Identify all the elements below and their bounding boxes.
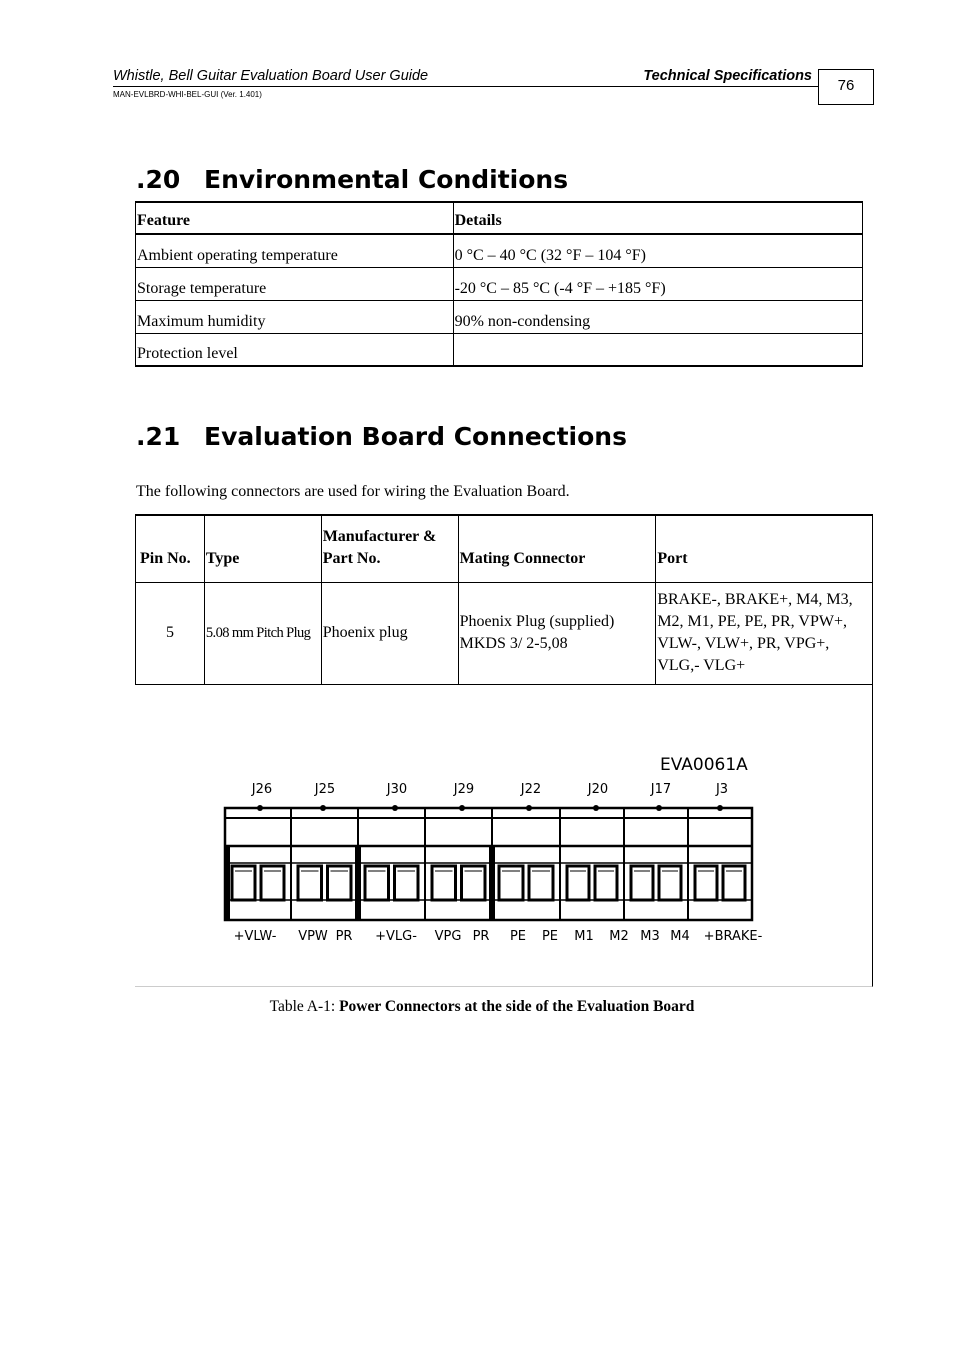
- page-number: 76: [818, 69, 874, 105]
- section-title: Technical Specifications: [643, 68, 812, 84]
- pin-label: PR: [335, 929, 353, 944]
- details-cell: -20 °C – 85 °C (-4 °F – +185 °F): [453, 267, 862, 300]
- pin-label: VPW: [298, 929, 328, 944]
- connector-label: J17: [650, 782, 672, 797]
- mating-connector-cell: Phoenix Plug (supplied) MKDS 3/ 2-5,08: [458, 582, 656, 684]
- connector-label: J3: [715, 782, 729, 797]
- caption-prefix: Table A-1:: [269, 998, 340, 1015]
- column-header: Manufacturer & Part No.: [321, 515, 458, 582]
- pin-label: PR: [472, 929, 490, 944]
- feature-cell: Ambient operating temperature: [136, 234, 454, 267]
- pin-label: PE: [541, 929, 559, 944]
- connector-label: J30: [386, 782, 408, 797]
- pin-label: M3: [640, 929, 660, 944]
- pin-label: PE: [509, 929, 527, 944]
- column-header: Port: [656, 515, 873, 582]
- terminal-block: [225, 808, 752, 920]
- pin-label: +BRAKE-: [703, 929, 763, 944]
- details-cell: 90% non-condensing: [453, 300, 862, 333]
- pin-label: M1: [574, 929, 594, 944]
- section-20-number: .20: [136, 165, 181, 194]
- pin-label: VPG: [434, 929, 462, 944]
- feature-cell: Protection level: [136, 333, 454, 366]
- pin-label: M4: [670, 929, 690, 944]
- document-code: MAN-EVLBRD-WHI-BEL-GUI (Ver. 1.401): [113, 90, 262, 99]
- column-header: Pin No.: [136, 515, 205, 582]
- connector-label: J25: [314, 782, 336, 797]
- connector-label: J29: [453, 782, 475, 797]
- table-caption: [0, 998, 954, 1016]
- connector-label: J20: [587, 782, 609, 797]
- intro-paragraph: The following connectors are used for wiring the Evaluation Board.: [136, 483, 570, 500]
- type-cell: 5.08 mm Pitch Plug: [204, 582, 321, 684]
- model-label: EVA0061A: [660, 755, 748, 775]
- column-header: Feature: [136, 202, 454, 234]
- connector-label: J26: [251, 782, 273, 797]
- document-title: Whistle, Bell Guitar Evaluation Board User Guide: [113, 68, 429, 84]
- details-cell: 0 °C – 40 °C (32 °F – 104 °F): [453, 234, 862, 267]
- port-cell: BRAKE-, BRAKE+, M4, M3, M2, M1, PE, PE, PR, VPW+, VLW-, VLW+, PR, VPG+, VLG,- VLG+: [656, 582, 873, 684]
- section-21-title: Evaluation Board Connections: [204, 422, 627, 451]
- section-20-title: Environmental Conditions: [204, 165, 569, 194]
- connector-label: J22: [520, 782, 542, 797]
- column-header: Details: [453, 202, 862, 234]
- pin-label: +VLW-: [233, 929, 277, 944]
- column-header: Mating Connector: [458, 515, 656, 582]
- caption-text: Power Connectors at the side of the Evaluation Board: [339, 998, 695, 1015]
- pin-cell: 5: [136, 582, 205, 684]
- feature-cell: Maximum humidity: [136, 300, 454, 333]
- manufacturer-cell: Phoenix plug: [321, 582, 458, 684]
- pin-label: M2: [609, 929, 629, 944]
- column-header: Type: [204, 515, 321, 582]
- section-21-number: .21: [136, 422, 181, 451]
- feature-cell: Storage temperature: [136, 267, 454, 300]
- group-divider: [224, 846, 230, 920]
- pin-label: +VLG-: [375, 929, 417, 944]
